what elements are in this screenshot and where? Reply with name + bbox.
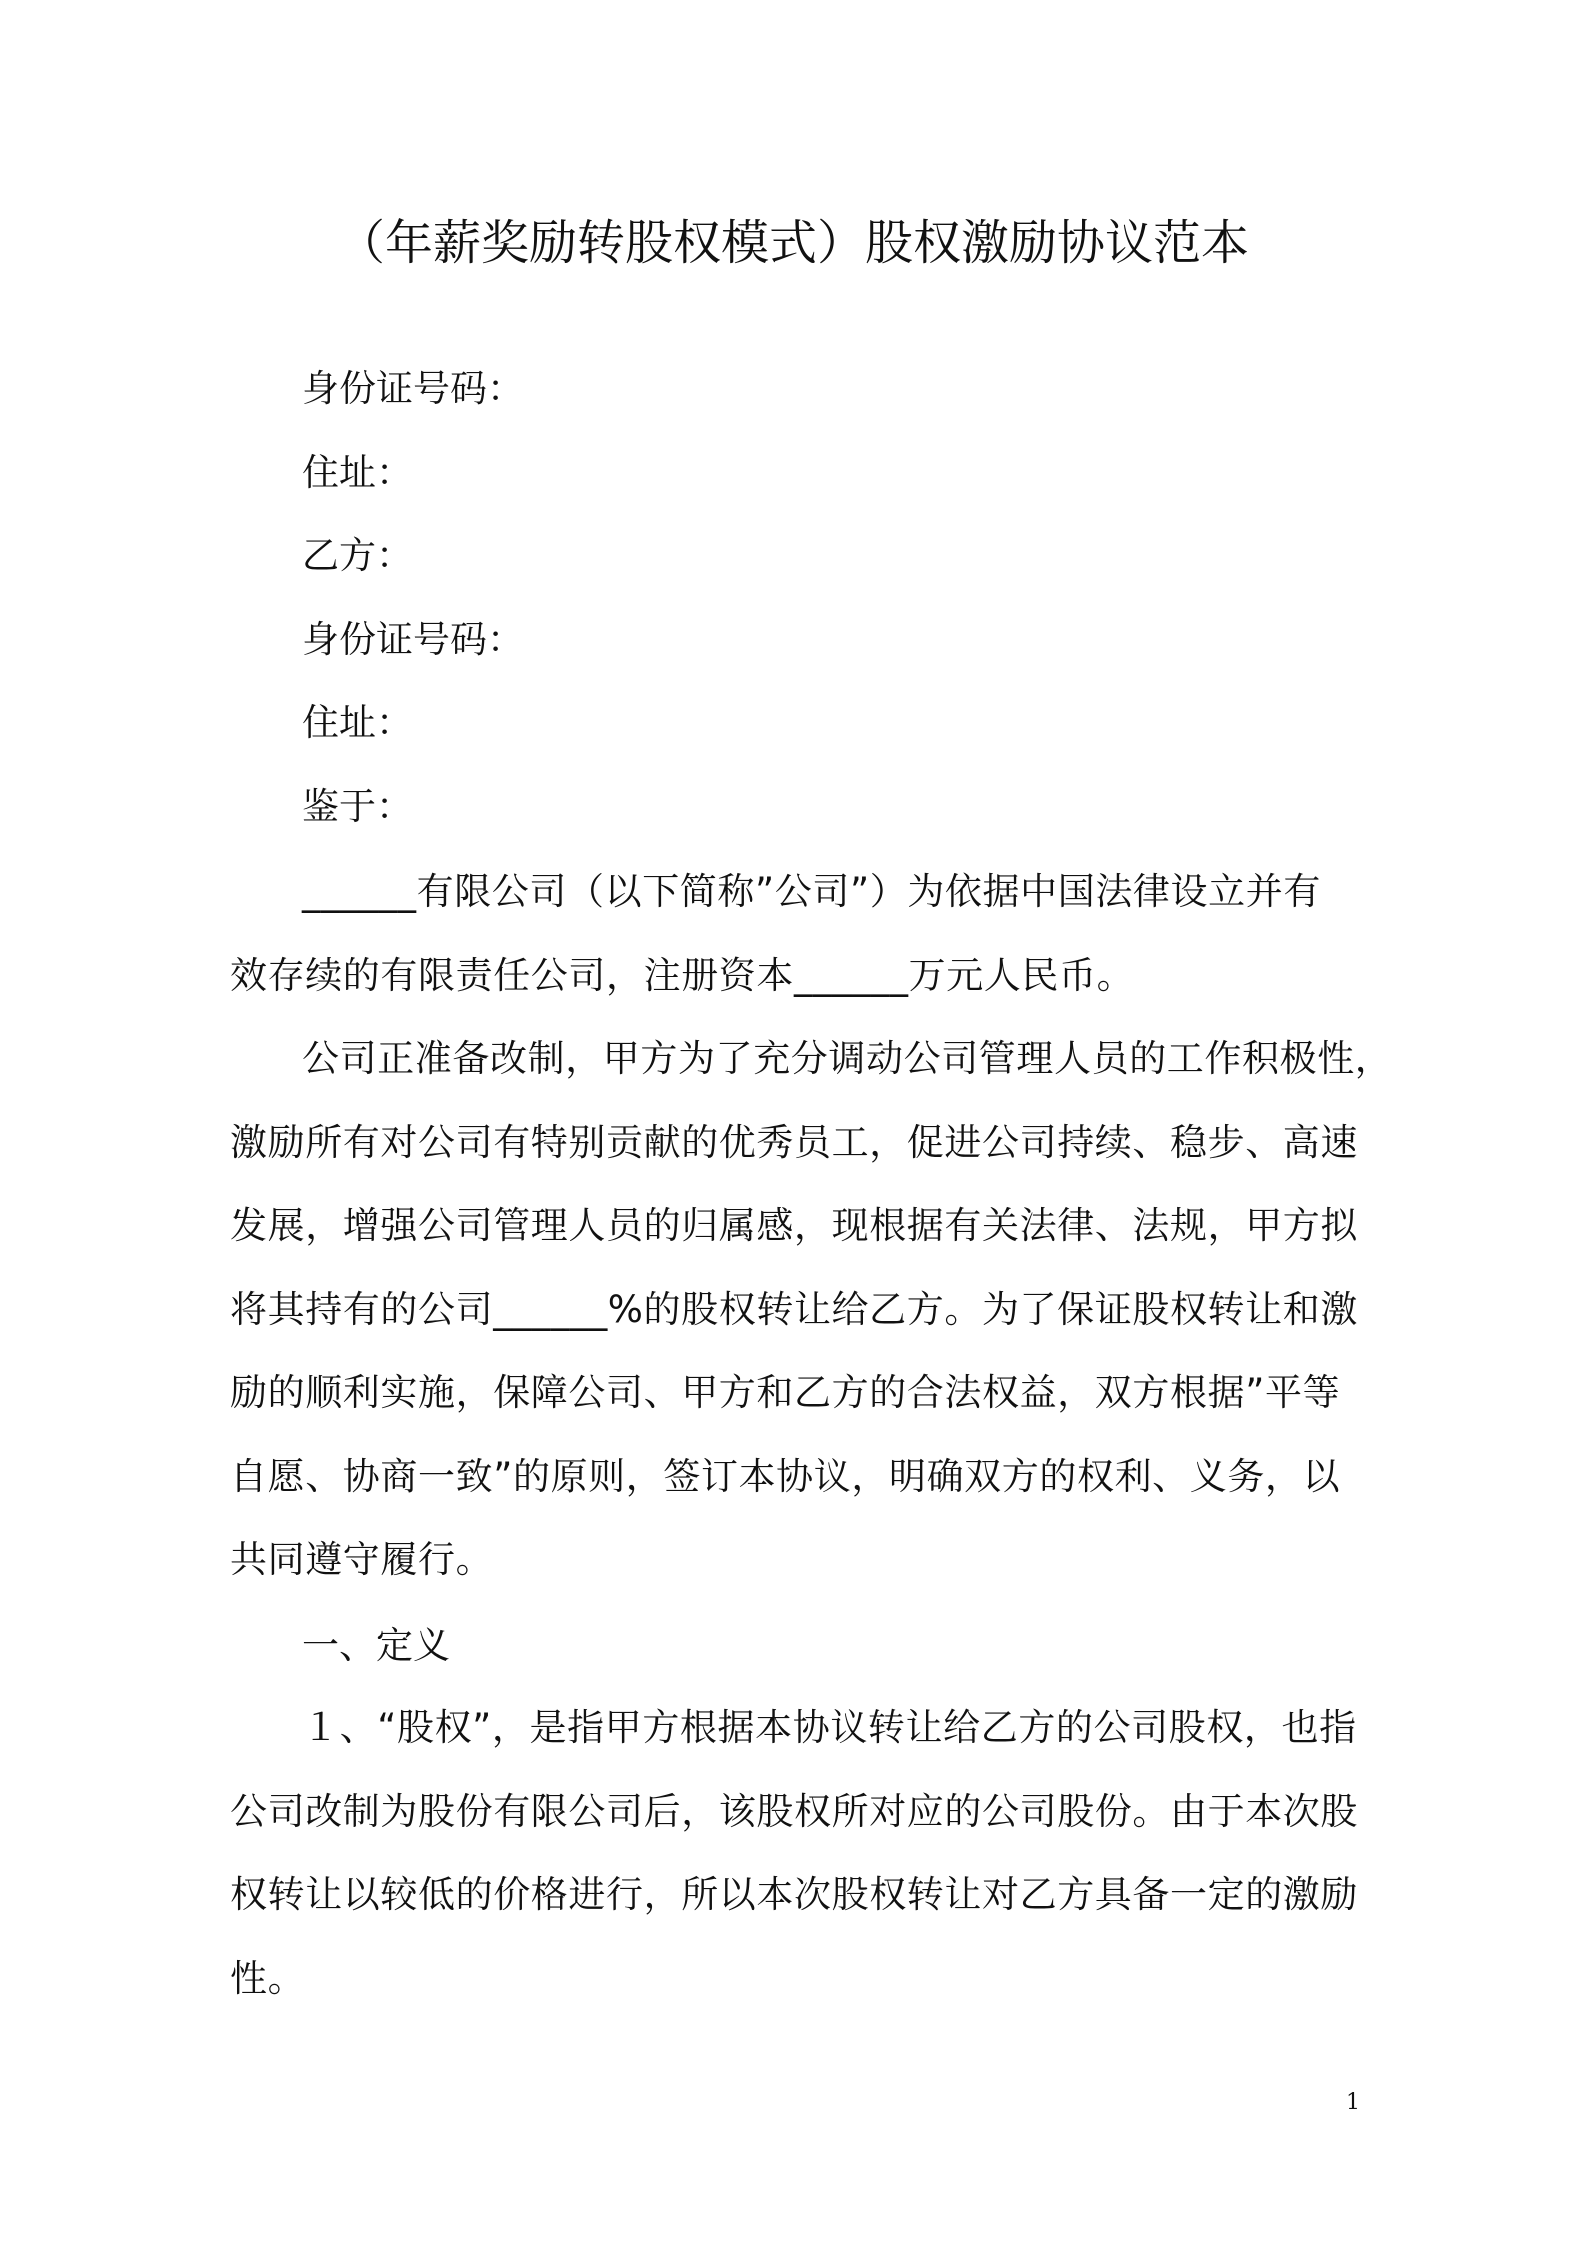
document-title: （年薪奖励转股权模式）股权激励协议范本 [336, 215, 1249, 271]
paragraph-definition-equity [230, 1686, 1370, 2020]
paragraph-line: １、“股权”，是指甲方根据本协议转让给乙方的公司股权，也指 [302, 1706, 1357, 1749]
paragraph-line: 公司正准备改制，甲方为了充分调动公司管理人员的工作积极性， [302, 1037, 1393, 1080]
paragraph-line: 公司改制为股份有限公司后，该股权所对应的公司股份。由于本次股 [230, 1789, 1358, 1833]
field-party-b: 乙方： [302, 534, 413, 577]
paragraph-line: 权转让以较低的价格进行，所以本次股权转让对乙方具备一定的激励 [230, 1873, 1358, 1916]
paragraph-line: 激励所有对公司有特别贡献的优秀员工，促进公司持续、稳步、高速 [230, 1120, 1358, 1164]
field-id-number-2: 身份证号码： [302, 618, 524, 661]
page-number: 1 [1346, 2090, 1360, 2115]
paragraph-purpose [230, 1017, 1393, 1602]
paragraph-line: 发展，增强公司管理人员的归属感，现根据有关法律、法规，甲方拟 [230, 1204, 1358, 1247]
field-whereas: 鉴于： [302, 785, 413, 828]
paragraph-line: 自愿、协商一致”的原则，签订本协议，明确双方的权利、义务，以 [230, 1454, 1341, 1498]
paragraph-line: ______有限公司（以下简称”公司”）为依据中国法律设立并有 [302, 870, 1321, 913]
paragraph-line: 效存续的有限责任公司，注册资本______万元人民币。 [230, 953, 1135, 997]
field-id-number-1: 身份证号码： [302, 367, 524, 410]
paragraph-line: 共同遵守履行。 [230, 1538, 494, 1581]
field-address-2: 住址： [302, 701, 413, 744]
paragraph-line: 励的顺利实施，保障公司、甲方和乙方的合法权益，双方根据”平等 [230, 1371, 1341, 1414]
paragraph-line: 性。 [230, 1956, 306, 2000]
section-heading-definitions: 一、定义 [302, 1624, 450, 1667]
paragraph-line: 将其持有的公司______%的股权转让给乙方。为了保证股权转让和激 [230, 1287, 1358, 1331]
field-address-1: 住址： [302, 451, 413, 494]
paragraph-company-info [230, 850, 1370, 1017]
